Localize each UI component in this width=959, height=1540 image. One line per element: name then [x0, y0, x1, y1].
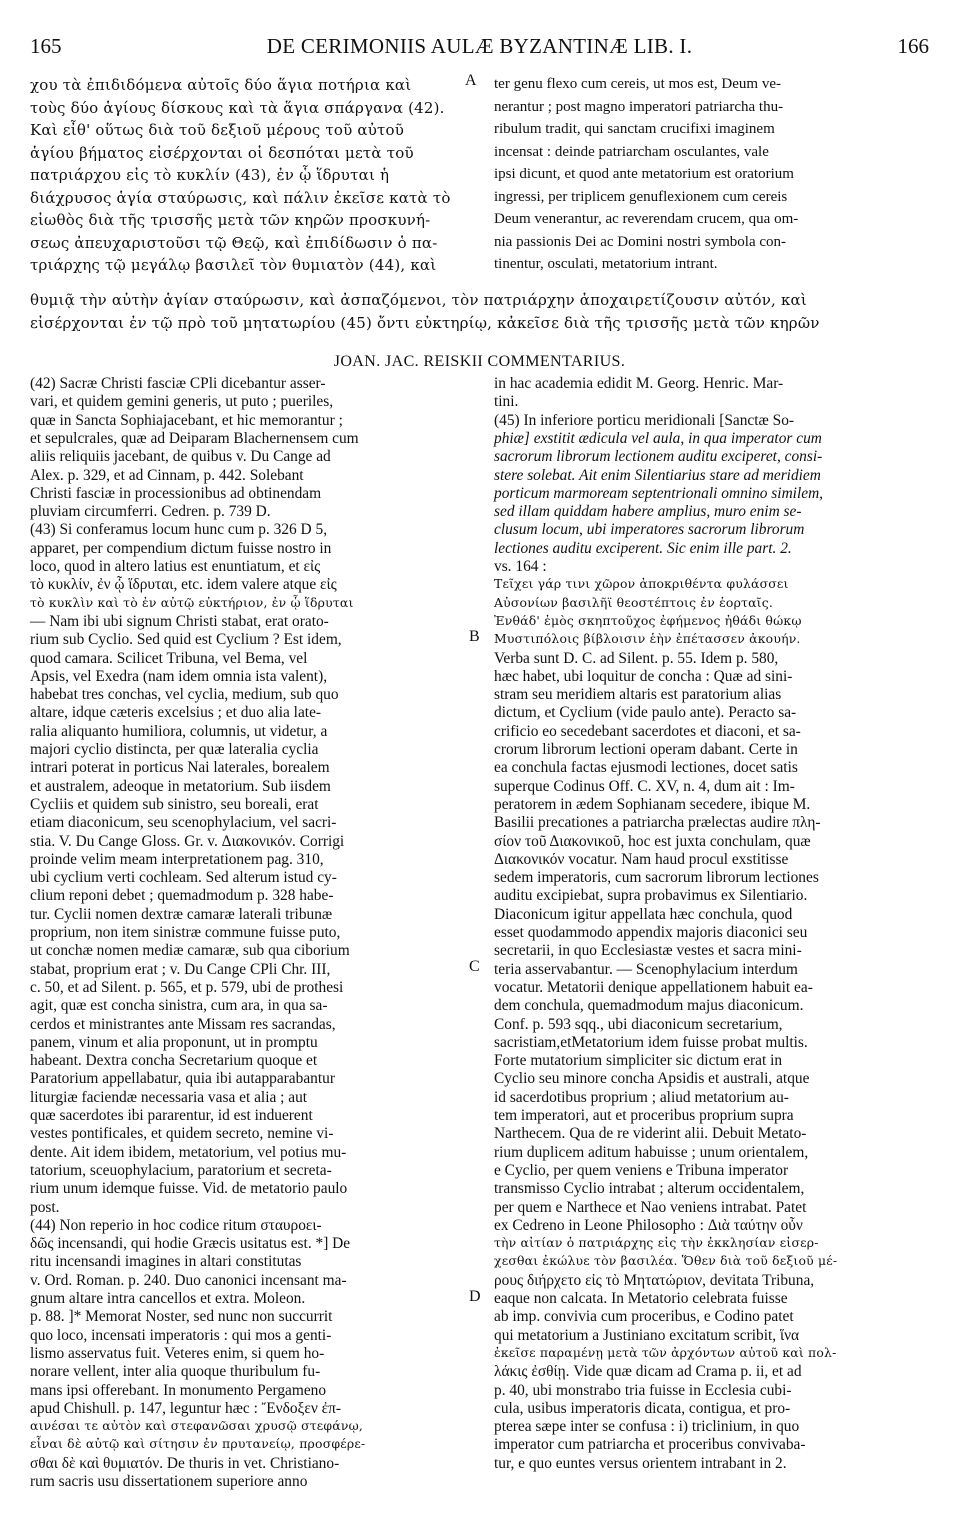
commentary-left-line: et sepulcrales, quæ ad Deiparam Blachernensem cum [30, 429, 359, 447]
commentary-right-line: id sacerdotibus proprium ; aliud metatorium au- [494, 1088, 789, 1106]
top-latin-line: nia passionis Dei ac Domini nostri symbola con- [494, 233, 787, 250]
commentary-right-line: Basilii precationes a patriarcha prælectas audire πλη- [494, 814, 821, 832]
section-marker-d: D [469, 1288, 481, 1305]
top-greek-line: τριάρχης τῷ μεγάλῳ βασιλεῖ τὸν θυμιατὸν (44), καὶ [30, 256, 437, 274]
commentary-left-line: αινέσαι τε αὐτὸν καὶ στεφανῶσαι χρυσῷ στεφάνῳ, [30, 1418, 364, 1434]
commentary-left-line: vari, et quidem gemini generis, ut puto ; pueriles, [30, 393, 334, 411]
top-greek-line: διάχρυσος ἁγία σταύρωσις, καὶ πάλιν ἐκεῖσε κατὰ τὸ [30, 188, 451, 207]
commentary-left-line: habeant. Dextra concha Secretarium quoque et [30, 1052, 318, 1070]
page-number-right: 166 [897, 34, 929, 58]
commentary-left-line: τὸ κυκλὶν καὶ τὸ ἐν αὐτῷ εὐκτήριον, ἐν ᾧ ἵδρυται [30, 594, 354, 610]
commentary-left-line: stia. V. Du Cange Gloss. Gr. v. Διακονικόν. Corrigi [30, 832, 345, 850]
commentary-right-line: peratorem in ædem Sophianam secedere, ibique M. [494, 795, 811, 813]
commentary-left-line: lismo asservatus fuit. Veteres enim, si quem ho- [30, 1344, 325, 1362]
section-marker-c: C [469, 958, 480, 975]
commentary-right-line: crificio eo secedebant sacerdotes et diaconi, et sa- [494, 722, 801, 740]
commentary-title: JOAN. JAC. REISKII COMMENTARIUS. [333, 353, 626, 370]
commentary-left-line: — Nam ibi ubi signum Christi stabat, erat orato- [30, 612, 329, 630]
commentary-left-line: clium reponi debet ; quemadmodum p. 328 habe- [30, 887, 334, 905]
commentary-right-line: ab imp. convivia cum proceribus, e Codino patet [494, 1308, 794, 1326]
commentary-left-line: cerdos et ministrantes ante Missam res sacrandas, [30, 1015, 336, 1033]
commentary-left-line: εἶναι δὲ αὐτῷ καὶ σίτησιν ἐν πρυτανείῳ, προσφέρε- [30, 1436, 366, 1452]
commentary-right-line: p. 40, ubi monstrabo tria fuisse in Ecclesia cubi- [494, 1381, 792, 1399]
commentary-right-line: pterea sæpe inter se confusa : i) triclinium, in quo [494, 1418, 800, 1436]
commentary-left-line: etiam diaconicum, seu scenophylacium, vel sacri- [30, 814, 337, 832]
commentary-right-line: tur, e quo euntes versus orientem intrabant in 2. [494, 1454, 787, 1472]
commentary-left-line: ut conchæ nomen mediæ camaræ, sub qua ciborium [30, 942, 350, 960]
top-greek-line: ἁγίου βήματος εἰσέρχονται οἱ δεσπόται μετὰ τοῦ [30, 143, 414, 162]
commentary-right-line: stram seu meridiem altaris est paratorium alias [494, 686, 782, 704]
top-latin-line: Deum venerantur, ac reverendam crucem, qua om- [494, 211, 799, 227]
commentary-right-line: tini. [494, 393, 519, 411]
commentary-right-line: dem conchula, quemadmodum majus diaconicum. [494, 997, 804, 1015]
commentary-right-line: eaque non calcata. In Metatorio celebrata fuisse [494, 1290, 788, 1307]
commentary-right-line: imperator cum patriarcha et proceribus convivaba- [494, 1436, 806, 1454]
section-marker-a: A [465, 72, 477, 89]
top-greek-full-line: εἰσέρχονται ἐν τῷ πρὸ τοῦ μητατωρίου (45) ὄντι εὐκτηρίῳ, κἀκεῖσε διὰ τῆς τρισσῆς μετὰ τῶν κηρῶν [30, 313, 820, 332]
top-greek-line: σεως ἀπευχαριστοῦσι τῷ Θεῷ, καὶ ἐπιδίδωσιν ὁ πα- [30, 233, 438, 252]
commentary-right-line: rium duplicem aditum habuisse ; unum orientalem, [494, 1143, 809, 1161]
top-greek-line: τοὺς δύο ἁγίους δίσκους καὶ τὰ ἅγια σπάργανα (42). [30, 98, 445, 117]
commentary-right-line: λάκις ἐσθίῃ. Vide quæ dicam ad Crama p. ii, et ad [494, 1363, 802, 1381]
commentary-right-line: vocatur. Metatorii denique appellationem habuit ea- [494, 978, 813, 996]
commentary-left-line: Alex. p. 329, et ad Cinnam, p. 442. Solebant [30, 466, 304, 484]
commentary-left-line: habebat tres conchas, vel cyclia, medium, sub quo [30, 686, 339, 704]
commentary-left-line: c. 50, et ad Silent. p. 565, et p. 579, ubi de prothesi [30, 978, 344, 996]
commentary-right-line: (45) In inferiore porticu meridionali [Sanctæ So- [494, 411, 795, 429]
commentary-left-line: ralia aliquanto humiliora, columnis, ut videtur, a [30, 722, 328, 740]
commentary-right-line: χεσθαι ἐκώλυε τὸν βασιλέα. Ὅθεν διὰ τοῦ δεξιοῦ μέ- [494, 1253, 838, 1269]
commentary-left-line: et australem, adeoque in metatorium. Sub iisdem [30, 777, 331, 795]
commentary-left-line: (43) Si conferamus locum hunc cum p. 326 D 5, [30, 521, 328, 539]
commentary-left-line: quæ in Sancta Sophiajacebant, et hic memorantur ; [30, 411, 343, 429]
commentary-left-line: τὸ κυκλίν, ἐν ᾧ ἵδρυται, etc. idem valere atque εἰς [30, 576, 337, 594]
top-latin-line: ingressi, per triplicem genuflexionem cum cereis [494, 188, 788, 205]
commentary-right-line: Μυστιπόλοις βίβλοισιν ἑὴν ἐπέτασσεν ἀκουήν. [494, 631, 801, 647]
commentary-left-line: ubi cyclium verti cochleam. Sed alterum istud cy- [30, 869, 337, 887]
commentary-left-line: mans ipsi offerebant. In monumento Pergameno [30, 1381, 327, 1399]
commentary-right-line: auditu excipiebat, supra probavimus ex Silentiario. [494, 887, 808, 905]
commentary-right-line: clusum locum, ubi imperatores sacrorum librorum [494, 521, 805, 539]
commentary-right-line: sacristiam,etMetatorium idem fuisse probat multis. [494, 1033, 808, 1051]
commentary-right-line: qui metatorium a Justiniano excitatum scribit, ἵνα [494, 1326, 800, 1344]
top-greek-full-line: θυμιᾷ τὴν αὐτὴν ἁγίαν σταύρωσιν, καὶ ἀσπαζόμενοι, τὸν πατριάρχην ἀποχαιρετίζουσιν αὐτόν, καὶ [30, 291, 807, 309]
commentary-left-line: quo loco, incensati imperatoris : qui mos a genti- [30, 1326, 332, 1344]
commentary-left-line: gnum altare intra cancellos et extra. Moleon. [30, 1290, 306, 1307]
top-latin-line: incensat : deinde patriarcham osculantes, vale [494, 143, 769, 160]
commentary-right-line: Τεῖχει γάρ τινι χῶρον ἀποκριθέντα φυλάσσει [494, 576, 789, 592]
commentary-right-line: cula, usibus imperatoris dicata, contigua, et pro- [494, 1399, 791, 1417]
commentary-right-line: stere solebat. Ait enim Silentiarius stare ad meridiem [494, 466, 821, 484]
commentary-right-line: Ἐνθάδ' ἐμὸς σκηπτοῦχος ἐφήμενος ἠθάδι θώκῳ [494, 612, 802, 628]
commentary-left-line: norare vellent, inter alia quoque thuribulum fu- [30, 1363, 321, 1381]
top-latin-line: ter genu flexo cum cereis, ut mos est, Deum ve- [494, 76, 781, 92]
commentary-left-line: tatorium, sceuophylacium, paratorium et secreta- [30, 1161, 332, 1179]
commentary-right-line: ἐκεῖσε παραμένῃ μετὰ τῶν ἀρχόντων αὐτοῦ καὶ πολ- [494, 1344, 837, 1360]
commentary-right-line: Conf. p. 593 sqq., ubi diaconicum secretarium, [494, 1015, 783, 1033]
commentary-right-line: Forte mutatorium simpliciter sic dictum erat in [494, 1052, 783, 1070]
commentary-right-line: tem imperatori, aut et proceribus proprium supra [494, 1107, 794, 1124]
commentary-left-line: altare, idque cæteris excelsius ; et duo alia late- [30, 704, 322, 722]
commentary-left-line: post. [30, 1198, 60, 1216]
commentary-right-line: in hac academia edidit M. Georg. Henric. Mar- [494, 375, 784, 392]
commentary-right-line: crorum librorum lectioni operam dabant. Certe in [494, 741, 798, 758]
commentary-right-line: sedem imperatoris, cum sacrorum librorum lectiones [494, 869, 819, 887]
commentary-left-line: (44) Non reperio in hoc codice ritum σταυροει- [30, 1216, 322, 1234]
top-latin-line: ribulum tradit, qui sanctam crucifixi imaginem [494, 121, 775, 137]
commentary-left-line: p. 88. ]* Memorat Noster, sed nunc non succurrit [30, 1308, 333, 1326]
commentary-right-line: vs. 164 : [494, 558, 547, 575]
commentary-right-line: Cyclio seu minore concha Apsidis et australi, atque [494, 1070, 810, 1088]
commentary-left-line: δῶς incensandi, qui hodie Græcis usitatus est. *] De [30, 1235, 351, 1253]
commentary-right-line: τὴν αἰτίαν ὁ πατριάρχης εἰς τὴν ἐκκλησίαν εἰσερ- [494, 1235, 819, 1251]
top-greek-line: εἰωθὸς διὰ τῆς τρισσῆς μετὰ τῶν κηρῶν προσκυνή- [30, 211, 431, 229]
commentary-right-line: Αὐσονίων βασιλῆϊ θεοστέπτοις ἐν ἑορταῖς. [494, 594, 774, 610]
commentary-left-line: rium sub Cyclio. Sed quid est Cyclium ? Est idem, [30, 631, 342, 649]
commentary-right-line: per quem e Narthece et Nao veniens intrabat. Patet [494, 1198, 807, 1216]
running-header [30, 34, 929, 60]
commentary-right-line: Narthecem. Qua de re viderint alii. Debuit Metato- [494, 1125, 807, 1143]
commentary-left-line: proprium, non item sinistræ commune fuisse puto, [30, 924, 341, 941]
commentary-left-line: intrari poterat in porticus Nai laterales, borealem [30, 759, 330, 777]
commentary-right-line: e Cyclio, per quem veniens e Tribuna imperator [494, 1161, 789, 1179]
commentary-left-line: Christi fasciæ in processionibus ad obtinendam [30, 484, 322, 502]
commentary-left-line: σθαι δὲ καὶ θυμιατόν. De thuris in vet. Christiano- [30, 1454, 340, 1472]
commentary-left-line: pluviam circumferri. Cedren. p. 739 D. [30, 503, 271, 521]
commentary-right-line: sed illam quiddam habere amplius, muro enim se- [494, 503, 802, 521]
commentary-left-line: majori cyclio distincta, per quæ lateralia cyclia [30, 741, 319, 758]
commentary-right-line: superque Codinus Off. C. XV, n. 4, dum ait : Im- [494, 777, 795, 795]
commentary-right-line: porticum marmoream septentrionali omnino similem, [494, 484, 824, 502]
commentary-right-line: Diaconicum igitur appellata hæc conchula, quod [494, 905, 793, 923]
commentary-right-line: Verba sunt D. C. ad Silent. p. 55. Idem p. 580, [494, 649, 779, 667]
commentary-left-line: apud Chishull. p. 147, leguntur hæc : Ἔνδοξεν ἐπ- [30, 1399, 342, 1417]
commentary-right-line: ea conchula factas ejusmodi lectiones, docet satis [494, 759, 798, 777]
commentary-right-line: σίον τοῦ Διακονικοῦ, hoc est juxta conchulam, quæ [494, 832, 811, 850]
top-greek-line: χου τὰ ἐπιδιδόμενα αὐτοῖς δύο ἅγια ποτήρια καὶ [30, 76, 412, 94]
top-latin-line: ipsi dicunt, et quod ante metatorium est oratorium [494, 166, 794, 182]
commentary-right-line: esset quodammodo appendix majoris diaconici seu [494, 924, 808, 941]
commentary-right-line: ρους διήρχετο εἰς τὸ Μητατώριον, devitata Tribuna, [494, 1271, 815, 1289]
commentary-right-line: phiæ] exstitit ædicula vel aula, in qua imperator cum [494, 429, 822, 447]
commentary-right-line: lectiones auditu exciperent. Sic enim ille part. 2. [494, 539, 792, 557]
commentary-right-line: teria asservabantur. — Scenophylacium interdum [494, 960, 798, 978]
commentary-left-line: Apsis, vel Exedra (nam idem omnia ista valent), [30, 667, 328, 685]
commentary-left-line: agit, quæ est concha sinistra, cum ara, in qua sa- [30, 997, 328, 1015]
commentary-right-line: sacrorum librorum lectionem auditu exciperet, consi- [494, 448, 823, 466]
top-latin-line: nerantur ; post magno imperatori patriarcha thu- [494, 98, 784, 115]
commentary-right-line: secretarii, in quo Ecclesiastæ vestes et sacra mini- [494, 942, 802, 960]
running-title: DE CERIMONIIS AULÆ BYZANTINÆ LIB. I. [266, 34, 693, 58]
commentary-left-line: rium unum idemque fuisse. Vid. de metatorio paulo [30, 1180, 348, 1198]
commentary-left-line: Paratorium appellabatur, quia ibi autapparabantur [30, 1070, 335, 1088]
commentary-right-line: Διακονικόν vocatur. Nam haud procul exstitisse [494, 850, 789, 868]
commentary-left-line: ritu incensandi imagines in altari constitutas [30, 1253, 302, 1271]
commentary-left-line: vestes pontificales, et quidem secreto, nemine vi- [30, 1125, 334, 1143]
section-marker-b: B [469, 628, 480, 645]
commentary-left-line: proinde velim meam interpretationem pag. 310, [30, 850, 324, 868]
top-latin-line: tinentur, osculati, metatorium intrant. [494, 256, 718, 272]
commentary-left-line: v. Ord. Roman. p. 240. Duo canonici incensant ma- [30, 1271, 347, 1289]
commentary-left-line: loco, quod in altero latius est enuntiatum, et εἰς [30, 558, 321, 575]
top-greek-line: Καὶ εἶθ' οὕτως διὰ τοῦ δεξιοῦ μέρους τοῦ αὐτοῦ [30, 121, 405, 139]
page-number-left: 165 [30, 34, 62, 58]
commentary-right-line: dictum, et Cyclium (vide paulo ante). Peracto sa- [494, 704, 797, 722]
commentary-left-line: apparet, per compendium dictum fuisse nostro in [30, 539, 332, 557]
commentary-left-line: aliis reliquiis jacebant, de quibus v. Du Cange ad [30, 448, 331, 466]
commentary-left-line: liturgiæ faciendæ necessaria vasa et alia ; aut [30, 1088, 308, 1106]
commentary-left-line: tur. Cyclii nomen dextræ camaræ laterali tribunæ [30, 905, 333, 923]
commentary-left-line: dente. Ait idem ibidem, metatorium, vel potius mu- [30, 1143, 347, 1161]
commentary-left-line: rum sacris usu dissertationem superiore anno [30, 1473, 308, 1490]
commentary-left-line: (42) Sacræ Christi fasciæ CPli dicebantur asser- [30, 375, 326, 392]
commentary-left-line: quod camara. Scilicet Tribuna, vel Bema, vel [30, 649, 308, 667]
commentary-left-line: quæ sacerdotes ibi pararentur, id est induerent [30, 1107, 313, 1124]
commentary-left-line: panem, vinum et alia proponunt, ut in promptu [30, 1033, 318, 1051]
commentary-left-line: Cycliis et quidem sub sinistro, seu boreali, erat [30, 795, 319, 813]
commentary-left-line: stabat, proprium erat ; v. Du Cange CPli Chr. III, [30, 960, 331, 978]
commentary-right-line: transmisso Cyclio intrabat ; alterum occidentalem, [494, 1180, 805, 1198]
commentary-right-line: ex Cedreno in Leone Philosopho : Διὰ ταύτην οὖν [494, 1216, 803, 1234]
top-greek-line: πατριάρχου εἰς τὸ κυκλίν (43), ἐν ᾧ ἵδρυται ἡ [30, 166, 390, 184]
commentary-right-line: hæc habet, ubi loquitur de concha : Quæ ad sini- [494, 667, 793, 685]
